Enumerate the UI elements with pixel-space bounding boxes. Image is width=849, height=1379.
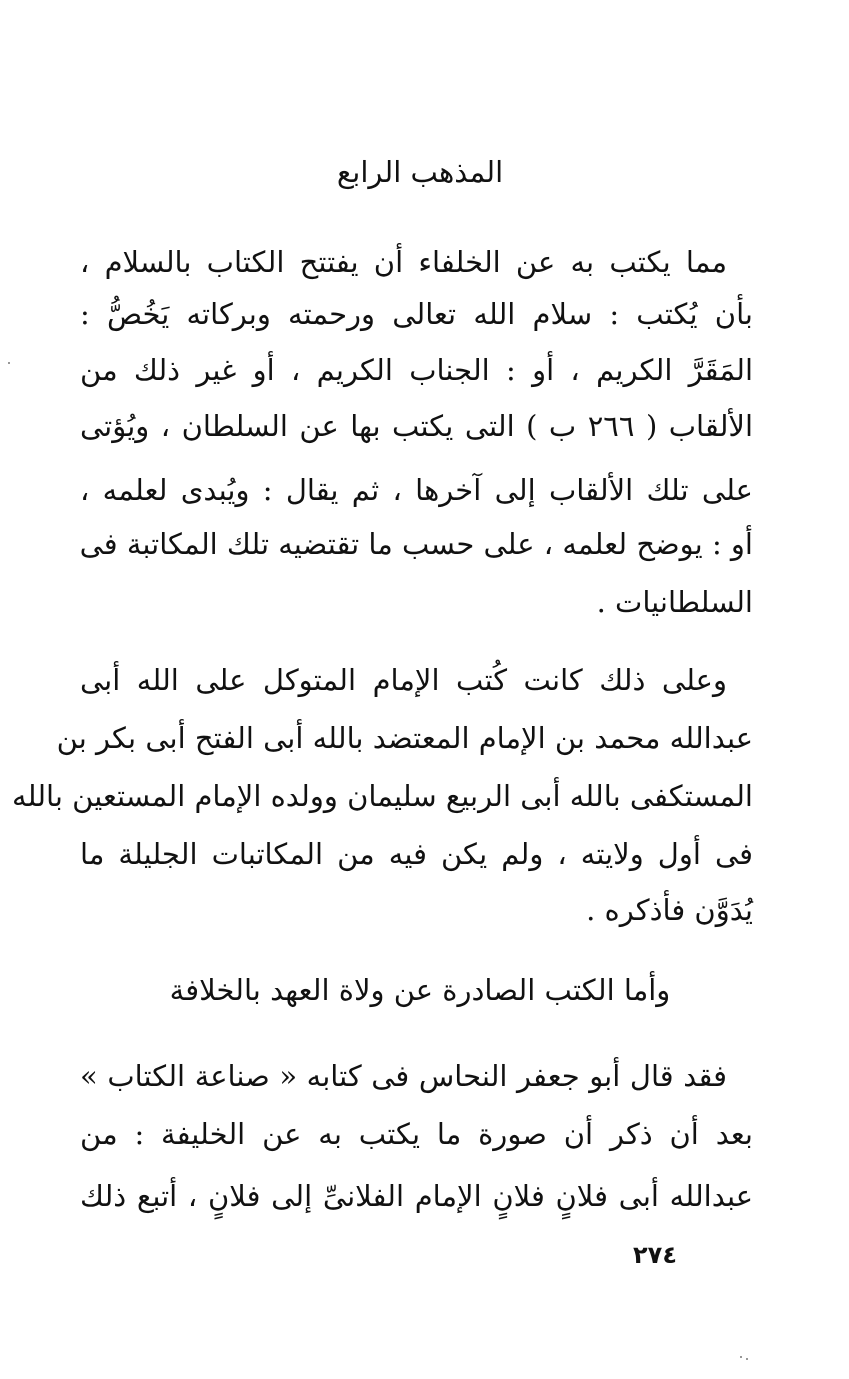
paragraph-2-line-2: عبدالله محمد بن الإمام المعتضد بالله أبى الفتح أبى بكر بن (56, 721, 753, 755)
paragraph-1-line-6: أو : يوضح لعلمه ، على حسب ما تقتضيه تلك المكاتبة فى (79, 527, 753, 561)
paragraph-1-line-4: الألقاب ( ٢٦٦ ب ) التى يكتب بها عن السلطان ، ويُؤتى (80, 409, 753, 443)
paragraph-1-line-7: السلطانيات . (596, 585, 753, 619)
paragraph-2-line-1: وعلى ذلك كانت كُتب الإمام المتوكل على الله أبى (80, 663, 727, 697)
paragraph-2-line-4: فى أول ولايته ، ولم يكن فيه من المكاتبات الجليلة ما (80, 837, 753, 871)
scan-speck (740, 1356, 742, 1358)
paragraph-3-line-3: عبدالله أبى فلانٍ فلانٍ الإمام الفلانىِّ إلى فلانٍ ، أتبع ذلك (80, 1179, 753, 1213)
section-heading-heirs-letters: وأما الكتب الصادرة عن ولاة العهد بالخلافة (169, 973, 671, 1007)
scan-speck (8, 362, 10, 364)
paragraph-3-line-1: فقد قال أبو جعفر النحاس فى كتابه « صناعة الكتاب » (80, 1059, 727, 1093)
paragraph-1-line-2: بأن يُكتب : سلام الله تعالى ورحمته وبركاته يَخُصُّ : (80, 297, 753, 331)
paragraph-3-line-2: بعد أن ذكر أن صورة ما يكتب به عن الخليفة : من (80, 1117, 753, 1151)
section-heading-fourth-method: المذهب الرابع (336, 155, 504, 189)
paragraph-1-line-5: على تلك الألقاب إلى آخرها ، ثم يقال : ويُبدى لعلمه ، (80, 473, 753, 507)
paragraph-2-line-5: يُدَوَّن فأذكره . (586, 893, 753, 927)
paragraph-1-line-3: المَقَرَّ الكريم ، أو : الجناب الكريم ، أو غير ذلك من (80, 353, 753, 387)
page-number: ٢٧٤ (633, 1241, 677, 1269)
paragraph-1-line-1: مما يكتب به عن الخلفاء أن يفتتح الكتاب بالسلام ، (80, 245, 727, 279)
paragraph-2-line-3: المستكفى بالله أبى الربيع سليمان وولده الإمام المستعين بالله (12, 779, 753, 813)
scan-speck (746, 1358, 748, 1360)
